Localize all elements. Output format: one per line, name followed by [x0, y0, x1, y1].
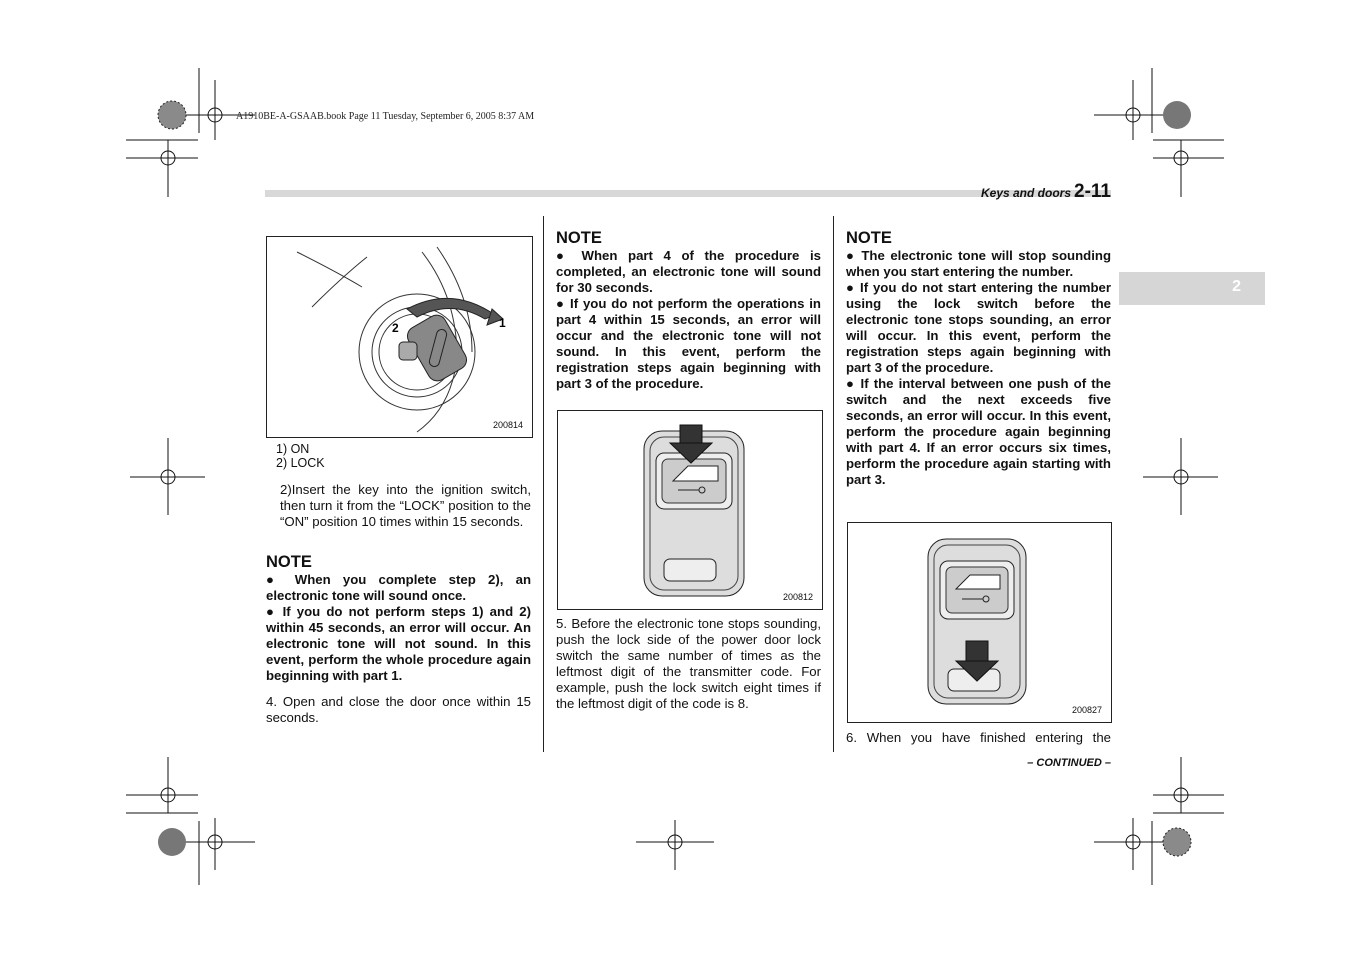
lock-switch-figure-lock: [847, 522, 1112, 723]
note-block-2: [556, 228, 821, 392]
step-4-text: 4. Open and close the door once within 15 seconds.: [266, 694, 531, 725]
step-2-text: 2)Insert the key into the ignition switch, then turn it from the “LOCK” position to the “ON” position 10 times within 15 seconds.: [280, 482, 531, 529]
note-block-3: [846, 228, 1111, 488]
legend-item: 2) LOCK: [276, 456, 325, 470]
note-heading: NOTE: [556, 229, 602, 247]
column-divider-2: [833, 216, 834, 752]
step-5-text: 5. Before the electronic tone stops sounding, push the lock side of the power door lock switch the same number of times as the leftmost digit of the transmitter code. For example, push the lock switch eight times if the leftmost digit of the code is 8.: [556, 616, 821, 711]
step-6-text: 6. When you have finished entering the: [846, 730, 1111, 745]
page-number: 2-11: [1074, 181, 1111, 202]
figure-code: 200812: [782, 592, 813, 602]
figure-code: 200814: [492, 420, 523, 430]
figure-code: 200827: [1071, 705, 1102, 715]
lock-switch-figure-unlock: [557, 410, 823, 610]
ignition-key-illustration: [267, 237, 532, 437]
note-item: ● If you do not start entering the number using the lock switch before the electronic tone stops sounding, an error will occur. In this event, perform the registration steps again beginning with part 3 of the procedure.: [846, 280, 1111, 375]
figure-legend: [276, 442, 325, 470]
note-block-1: [266, 552, 531, 684]
power-door-lock-switch-illustration: [848, 523, 1111, 722]
note-heading: NOTE: [846, 229, 892, 247]
ignition-key-figure: [266, 236, 533, 438]
note-item: ● When part 4 of the procedure is completed, an electronic tone will sound for 30 seconds.: [556, 248, 821, 295]
power-door-lock-switch-illustration: [558, 411, 822, 609]
note-item: ● When you complete step 2), an electronic tone will sound once.: [266, 572, 531, 603]
section-title: Keys and doors: [980, 186, 1072, 200]
note-item: ● If the interval between one push of the switch and the next exceeds five seconds, an error will occur. In this event, perform the procedure again beginning with part 4. If an error occurs six times, perform the procedure again starting with part 3.: [846, 376, 1111, 487]
note-item: ● The electronic tone will stop sounding when you start entering the number.: [846, 248, 1111, 279]
figure-callout: 2: [392, 321, 399, 335]
chapter-tab: [1119, 272, 1265, 305]
column-divider-1: [543, 216, 544, 752]
figure-callout: 1: [499, 316, 506, 330]
note-heading: NOTE: [266, 553, 312, 571]
chapter-number: 2: [1232, 278, 1241, 295]
print-info: A1910BE-A-GSAAB.book Page 11 Tuesday, September 6, 2005 8:37 AM: [236, 111, 535, 122]
note-item: ● If you do not perform steps 1) and 2) within 45 seconds, an error will occur. An electronic tone will not sound. In this event, perform the whole procedure again beginning with part 1.: [266, 604, 531, 683]
legend-item: 1) ON: [276, 442, 310, 456]
page-header: [900, 181, 1111, 203]
note-item: ● If you do not perform the operations in part 4 within 15 seconds, an error will occur and the electronic tone will not sound. In this event, perform the registration steps again beginning with part 3 of the procedure.: [556, 296, 821, 391]
continued-marker: – CONTINUED –: [1027, 757, 1111, 769]
